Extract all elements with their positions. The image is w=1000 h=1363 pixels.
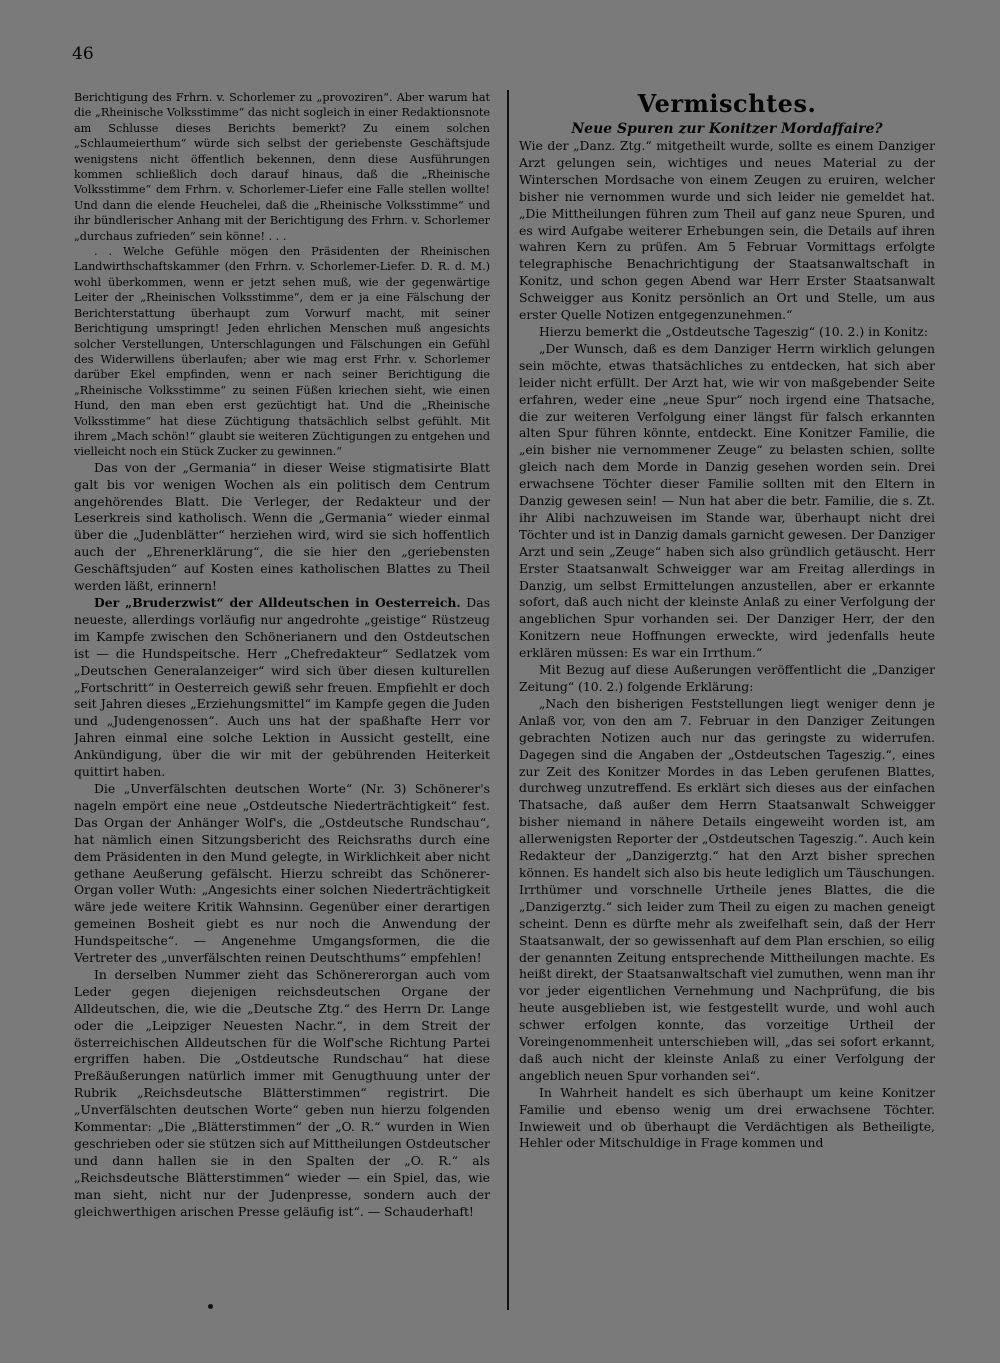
article-paragraph: In derselben Nummer zieht das Schönererorgan auch vom Leder gegen diejenigen reichsdeutschen Organe der Alldeutschen, die, wie die „Deutsche Ztg.“ des Herrn Dr. Lange oder die „Leipziger Neuesten Nachr.“, in dem Streit der österreichischen Alldeutschen für die Wolf'sche Richtung Partei ergriffen haben. Die „Ostdeutsche Rundschau“ hat diese Preßäußerungen natürlich immer mit Genugthuung unter der Rubrik „Reichsdeutsche Blätterstimmen“ registrirt. Die „Unverfälschten deutschen Worte“ geben nun hierzu folgenden Kommentar: „Die „Blätterstimmen“ der „O. R.“ wurden in Wien geschrieben oder sie stützen sich auf Mittheilungen Ostdeutscher und dann hallen sie in den Spalten der „O. R.“ als „Reichsdeutsche Blätterstimmen“ wieder — ein Spiel, das, wie man sieht, nicht nur der Judenpresse, sondern auch der gleichwerthigen arischen Presse geläufig ist“. — Schauderhaft! bbox=[74, 966, 490, 1219]
article-paragraph: Das von der „Germania“ in dieser Weise stigmatisirte Blatt galt bis vor wenigen Wochen als ein politisch dem Centrum angehörendes Blatt. Die Verleger, der Redakteur und der Leserkreis sind katholisch. Wenn die „Germania“ wieder einmal über die „Judenblätter“ herziehen wird, wird sie sich hoffentlich auch der „Ehrenerklärung“, die sie hier den „geriebensten Geschäftsjuden“ auf Kosten eines katholischen Blattes zu Theil werden läßt, erinnern! bbox=[74, 459, 490, 594]
quoted-paragraph: „Nach den bisherigen Feststellungen liegt weniger denn je Anlaß vor, von den am 7. Februar in den Danziger Zeitungen gebrachten Notizen auch nur das geringste zu widerrufen. Dagegen sind die Angaben der „Ostdeutschen Tageszig.“, eines zur Zeit des Konitzer Mordes in das Leben gerufenen Blattes, durchweg unzutreffend. Es erklärt sich dieses aus der einfachen Thatsache, daß außer dem Herrn Staatsanwalt Schweigger bisher niemand in nähere Details eingeweiht worden ist, am allerwenigsten Reporter der „Ostdeutschen Tageszig.“. Auch kein Redakteur der „Danzigerztg.“ hat den Arzt bisher sprechen können. Es handelt sich also bis heute lediglich um Täuschungen. Irrthümer und vorschnelle Urtheile jenes Blattes, die die „Danzigerztg.“ sich leider zum Theil zu eigen zu machen geneigt scheint. Denn es dürfte mehr als zweifelhaft sein, daß der Herr Staatsanwalt, der so gewissenhaft auf dem Plan erschien, so eilig der genannten Zeitung entsprechende Mittheilungen machte. Es heißt direkt, der Staatsanwaltschaft viel zumuthen, wenn man ihr vor jeder eigentlichen Vernehmung und Nachprüfung, die bis heute ausgeblieben ist, wie festgestellt wurde, und wohl auch schwer erfolgen konnte, das vorzeitige Urtheil der Voreingenommenheit unterschieben will, „das sei sofort erkannt, daß auch nicht der kleinste Anlaß zu einer Verfolgung der angeblich neuen Spur vorhanden sei“. bbox=[519, 695, 935, 1083]
article-text: Das neueste, allerdings vorläufig nur angedrohte „geistige“ Rüstzeug im Kampfe zwischen den Schönerianern und den Ostdeutschen ist — die Hundspeitsche. Herr „Chefredakteur“ Sedlatzek vom „Deutschen Generalanzeiger“ wird sich über diesen kulturellen „Fortschritt“ in Oesterreich gewiß sehr freuen. Empfiehlt er doch seit Jahren dieses „Erziehungsmittel“ im Kampfe gegen die Juden und „Judengenossen“. Auch uns hat der spaßhafte Herr vor Jahren einmal eine solche Lektion in Aussicht gestellt, eine Ankündigung, über die wir mit der gebührenden Heiterkeit quittirt haben. bbox=[74, 595, 490, 780]
right-column bbox=[519, 90, 935, 1312]
article-paragraph: In Wahrheit handelt es sich überhaupt um keine Konitzer Familie und ebenso wenig um drei erwachsene Töchter. Inwieweit und ob überhaupt die Verdächtigen als Betheiligte, Hehler oder Mitschuldige in Frage kommen und bbox=[519, 1084, 935, 1151]
article-paragraph: Hierzu bemerkt die „Ostdeutsche Tageszig“ (10. 2.) in Konitz: bbox=[539, 323, 928, 339]
ink-dot bbox=[208, 1304, 213, 1309]
quoted-paragraph: „Der Wunsch, daß es dem Danziger Herrn wirklich gelungen sein möchte, etwas thatsächliches zu entdecken, hat sich aber leider nicht erfüllt. Der Arzt hat, wie wir von maßgebender Seite erfahren, weder eine „neue Spur“ noch irgend eine Thatsache, die zur weiteren Verfolgung einer längst für falsch erkannten alten Spur führen könnte, entdeckt. Eine Konitzer Familie, die „ein bisher nie vernommener Zeuge“ zu belasten schien, sollte gleich nach dem Morde in Danzig gesehen worden sein. Drei erwachsene Töchter dieser Familie sollten mit den Eltern in Danzig gewesen sein! — Nun hat aber die betr. Familie, die s. Zt. ihr Alibi nachzuweisen im Stande war, überhaupt nicht drei Töchter und ist in Danzig damals garnicht gewesen. Der Danziger Arzt und sein „Zeuge“ haben sich also gründlich getäuscht. Herr Erster Staatsanwalt Schweigger war am Freitag allerdings in Danzig, um selbst Ermittelungen anzustellen, aber er erkannte sofort, daß auch nicht der kleinste Anlaß zu einer Verfolgung der angeblichen Spur vorhanden sei. Der Danziger Herr, der den Konitzern neue Hoffnungen erweckte, wird jedenfalls heute erklären müssen: Es war ein Irrthum.“ bbox=[519, 340, 935, 661]
quoted-paragraph: . . Welche Gefühle mögen den Präsidenten der Rheinischen Landwirthschaftskammer (den Frhrn. v. Schorlemer-Liefer. D. R. d. M.) wohl überkommen, wenn er jetzt sehen muß, wie der gegenwärtige Leiter der „Rheinischen Volksstimme“, dem er ja eine Fälschung der Berichterstattung überhaupt zum Vorwurf macht, mit seiner Berichtigung umspringt! Jeden ehrlichen Menschen muß angesichts solcher Verstellungen, Unterschlagungen und Fälschungen ein Gefühl des Widerwillens überlaufen; aber wie mag erst Frhr. v. Schorlemer darüber Ekel empfinden, wenn er nach seiner Berichtigung die „Rheinische Volksstimme“ zu seinen Füßen kriechen sieht, wie einen Hund, den man eben erst gezüchtigt hat. Und die „Rheinische Volksstimme“ hat diese Züchtigung thatsächlich selbst gefühlt. Mit ihrem „Mach schön!“ glaubt sie weiteren Züchtigungen zu entgehen und vielleicht noch ein Stück Zucker zu gewinnen.“ bbox=[74, 245, 490, 459]
left-column bbox=[74, 90, 490, 1312]
column-divider bbox=[507, 90, 509, 1310]
article-paragraph bbox=[74, 595, 490, 781]
section-title: Vermischtes. bbox=[637, 90, 817, 118]
article-paragraph: Wie der „Danz. Ztg.“ mitgetheilt wurde, sollte es einem Danziger Arzt gelungen sein, wichtiges und neues Material zu der Winterschen Mordsache von einem Zeugen zu eruiren, welcher bisher nie vernommen wurde und sich leider nie gemeldet hat. „Die Mittheilungen führen zum Theil auf ganz neue Spuren, und es wird Aufgabe weiterer Erhebungen sein, die Details auf ihren wahren Kern zu prüfen. Am 5 Februar Vormittags erfolgte telegraphische Benachrichtigung der Staatsanwaltschaft in Konitz, und schon gegen Abend war Herr Erster Staatsanwalt Schweigger aus Konitz persönlich an Ort und Stelle, um aus erster Quelle Notizen entgegenzunehmen.“ bbox=[519, 138, 935, 323]
article-headline: Neue Spuren zur Konitzer Mordaffaire? bbox=[571, 121, 883, 137]
article-paragraph: Berichtigung des Frhrn. v. Schorlemer zu „provoziren“. Aber warum hat die „Rheinische Volksstimme“ das nicht sogleich in einer Redaktionsnote am Schlusse dieses Berichts bemerkt? Zu einem solchen „Schlaumeierthum“ würde sich selbst der geriebenste Geschäftsjude wenigstens nicht öffentlich bekennen, denn diese Ausführungen kommen schließlich doch darauf hinaus, daß die „Rheinische Volksstimme“ dem Frhrn. v. Schorlemer-Liefer eine Falle stellen wollte! Und dann die elende Heuchelei, daß die „Rheinische Volksstimme“ und ihr bündlerischer Anhang mit der Berichtigung des Frhrn. v. Schorlemer „durchaus zufrieden“ sein könne! . . . bbox=[74, 91, 490, 243]
article-paragraph: Mit Bezug auf diese Außerungen veröffentlicht die „Danziger Zeitung“ (10. 2.) folgende Erklärung: bbox=[519, 662, 935, 694]
article-heading-inline: Der „Bruderzwist“ der Alldeutschen in Oesterreich. bbox=[94, 595, 461, 610]
page-number: 46 bbox=[72, 44, 94, 64]
article-paragraph: Die „Unverfälschten deutschen Worte“ (Nr. 3) Schönerer's nageln empört eine neue „Ostdeutsche Niederträchtigkeit“ fest. Das Organ der Anhänger Wolf's, die „Ostdeutsche Rundschau“, hat nämlich einen Sitzungsbericht des Reichsraths durch eine dem Präsidenten in den Mund gelegte, in Wirklichkeit aber nicht gethane Aeußerung gefälscht. Hierzu schreibt das Schönerer-Organ voller Wuth: „Angesichts einer solchen Niederträchtigkeit wäre jede weitere Kritik Wahnsinn. Gegenüber einer derartigen gemeinen Bosheit giebt es nur noch die Anwendung der Hundspeitsche“. — Angenehme Umgangsformen, die die Vertreter des „unverfälschten reinen Deutschthums“ empfehlen! bbox=[74, 780, 490, 966]
